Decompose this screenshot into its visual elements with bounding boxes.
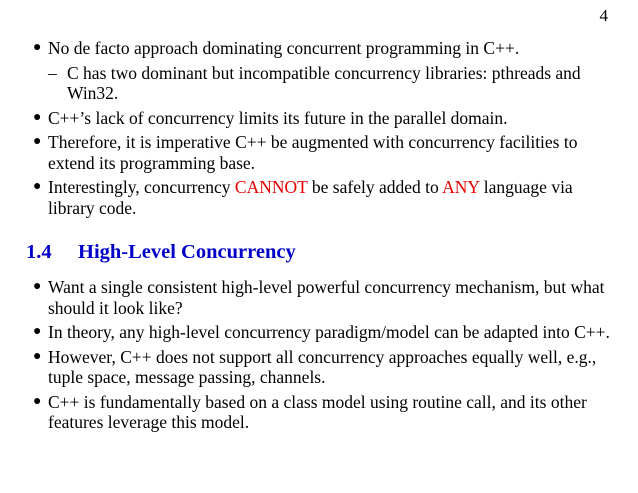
bullet-text: No de facto approach dominating concurrent programming in C++. bbox=[48, 38, 520, 58]
bullet-imperative bbox=[33, 132, 618, 173]
bullet-text: Want a single consistent high-level powerful concurrency mechanism, but what should it look like? bbox=[48, 277, 605, 318]
section-number: 1.4 bbox=[26, 241, 52, 263]
bullet-dot-icon: ● bbox=[33, 393, 42, 409]
section-heading bbox=[26, 241, 296, 264]
bullet-in-theory bbox=[33, 322, 618, 343]
bullet-text: In theory, any high-level concurrency paradigm/model can be adapted into C++. bbox=[48, 322, 610, 342]
emphasis-cannot: CANNOT bbox=[234, 177, 308, 197]
dash-icon: – bbox=[48, 62, 57, 83]
bullet-want-single bbox=[33, 277, 618, 318]
bullet-dot-icon: ● bbox=[33, 179, 42, 194]
bullet-dot-icon: ● bbox=[33, 40, 42, 55]
bullet-dot-icon: ● bbox=[33, 134, 42, 149]
section-1-bullets bbox=[33, 38, 618, 222]
page-number: 4 bbox=[599, 6, 608, 25]
bullet-cannot-add bbox=[33, 177, 618, 218]
bullet-class-model bbox=[33, 392, 618, 433]
bullet-text-part: Interestingly, concurrency bbox=[48, 177, 235, 197]
bullet-text-part: language via library code. bbox=[48, 177, 573, 218]
bullet-text: C++ is fundamentally based on a class model using routine call, and its other features leverage this model. bbox=[48, 391, 587, 432]
bullet-text-part: be safely added to bbox=[307, 177, 443, 197]
bullet-dot-icon: ● bbox=[33, 279, 42, 294]
bullet-dot-icon: ● bbox=[33, 348, 42, 364]
section-title: High-Level Concurrency bbox=[78, 241, 296, 263]
bullet-text: Therefore, it is imperative C++ be augmented with concurrency facilities to extend its programming base. bbox=[48, 132, 578, 173]
sub-bullet-c-libraries bbox=[33, 63, 618, 104]
bullet-dot-icon: ● bbox=[33, 109, 42, 125]
bullet-text: However, C++ does not support all concurrency approaches equally well, e.g., tuple space, message passing, channels. bbox=[48, 346, 597, 387]
bullet-text: C++’s lack of concurrency limits its future in the parallel domain. bbox=[48, 107, 508, 128]
emphasis-any: ANY bbox=[442, 177, 480, 197]
section-2-bullets bbox=[33, 277, 618, 437]
bullet-however bbox=[33, 347, 618, 388]
bullet-dot-icon: ● bbox=[33, 324, 42, 339]
sub-bullet-text: C has two dominant but incompatible concurrency libraries: pthreads and Win32. bbox=[67, 62, 581, 103]
bullet-lack-of-concurrency bbox=[33, 108, 618, 129]
bullet-no-de-facto bbox=[33, 38, 618, 59]
